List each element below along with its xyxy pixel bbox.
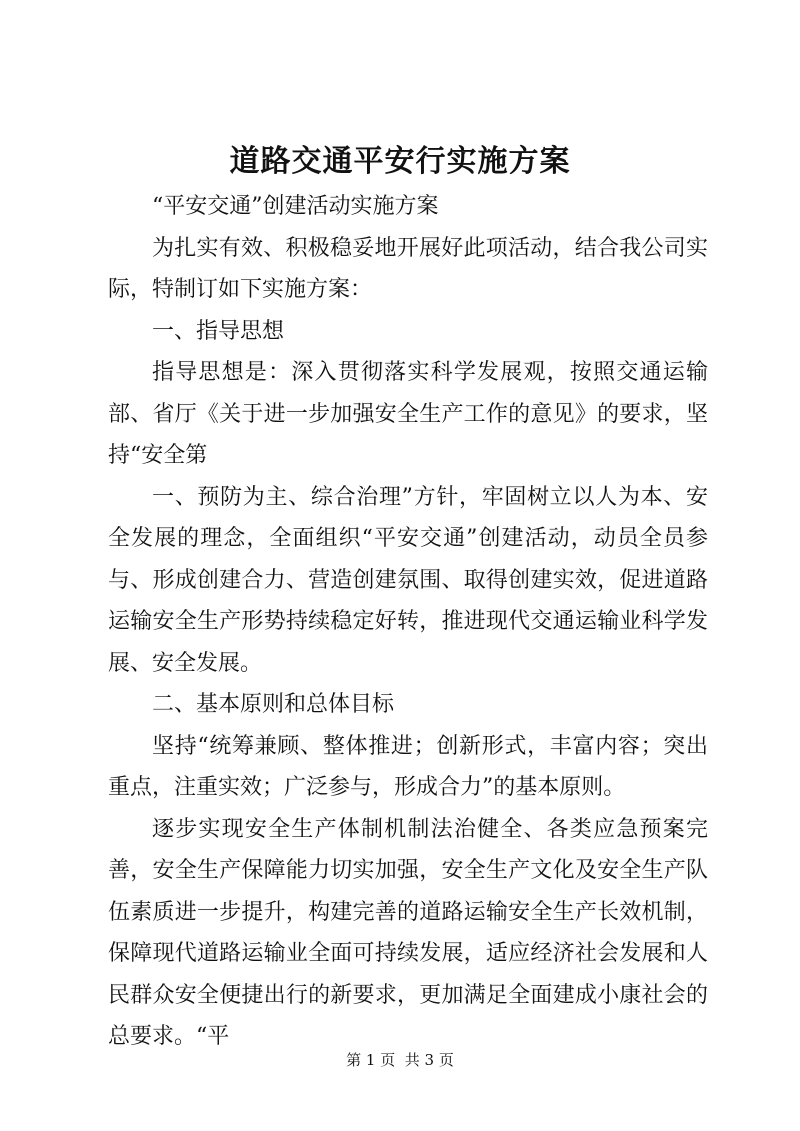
section-heading-principles: 二、基本原则和总体目标 [152, 692, 395, 717]
page-number-label: 第 1 页 共 3 页 [346, 1051, 454, 1069]
policy-paragraph: 一、预防为主、综合治理”方针，牢固树立以人为本、安全发展的理念，全面组织“平安交通”创建活动，动员全员参与、形成创建合力、营造创建氛围、取得创建实效，促进道路运输安全生产形势持续稳定好转，推进现代交通运输业科学发展、安全发展。 [108, 484, 708, 676]
guiding-thought-paragraph: 指导思想是：深入贯彻落实科学发展观，按照交通运输部、省厅《关于进一步加强安全生产工作的意见》的要求，坚持“安全第 [108, 360, 708, 468]
document-title: 道路交通平安行实施方案 [229, 144, 571, 179]
section-heading-guiding-thought: 一、指导思想 [152, 318, 285, 344]
intro-paragraph: 为扎实有效、积极稳妥地开展好此项活动，结合我公司实际，特制订如下实施方案： [108, 235, 708, 302]
principles-paragraph: 坚持“统筹兼顾、整体推进；创新形式，丰富内容；突出重点，注重实效；广泛参与，形成合力”的基本原则。 [108, 733, 708, 800]
page-footer [0, 1050, 800, 1070]
goals-paragraph: 逐步实现安全生产体制机制法治健全、各类应急预案完善，安全生产保障能力切实加强，安全生产文化及安全生产队伍素质进一步提升，构建完善的道路运输安全生产长效机制，保障现代道路运输业全面可持续发展，适应经济社会发展和人民群众安全便捷出行的新要求，更加满足全面建成小康社会的总要求。“平 [108, 816, 708, 1049]
document-body [108, 186, 708, 1058]
subtitle-paragraph: “平安交通”创建活动实施方案 [152, 194, 439, 219]
